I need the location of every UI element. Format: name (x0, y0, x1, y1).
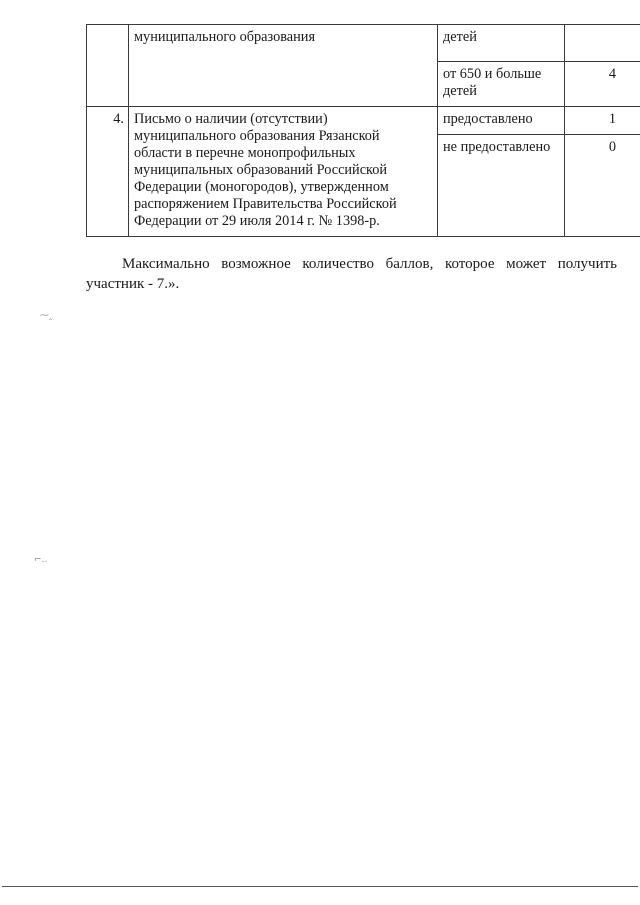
criterion-text-cell: Письмо о наличии (отсутствии) муниципального образования Рязанской области в перечне монопрофильных муниципальных образований Российской Федерации (моногородов), утвержденном распоряжением Правительства Российской Федерации от 29 июля 2014 г. № 1398-р. (129, 107, 438, 237)
page-bottom-edge (2, 886, 638, 887)
variant-cell: не предоставлено (438, 135, 565, 237)
variant-cell: от 650 и больше детей (438, 62, 565, 107)
variant-cell: предоставлено (438, 107, 565, 135)
criterion-text-cell: муниципального образования (129, 25, 438, 107)
criteria-table (86, 24, 640, 237)
max-score-paragraph: Максимально возможное количество баллов, которое может получить участник - 7.». (86, 256, 617, 292)
variant-cell: детей (438, 25, 565, 62)
row-number-cell: 4. (87, 107, 129, 237)
score-cell: 0 (565, 135, 640, 237)
table-row (87, 25, 640, 62)
score-cell (565, 25, 640, 62)
row-number-cell (87, 25, 129, 107)
score-cell: 4 (565, 62, 640, 107)
scan-artifact: ⁓‸ (40, 311, 53, 321)
scan-artifact: ⌐‥ (34, 555, 48, 565)
table-row (87, 107, 640, 135)
score-cell: 1 (565, 107, 640, 135)
